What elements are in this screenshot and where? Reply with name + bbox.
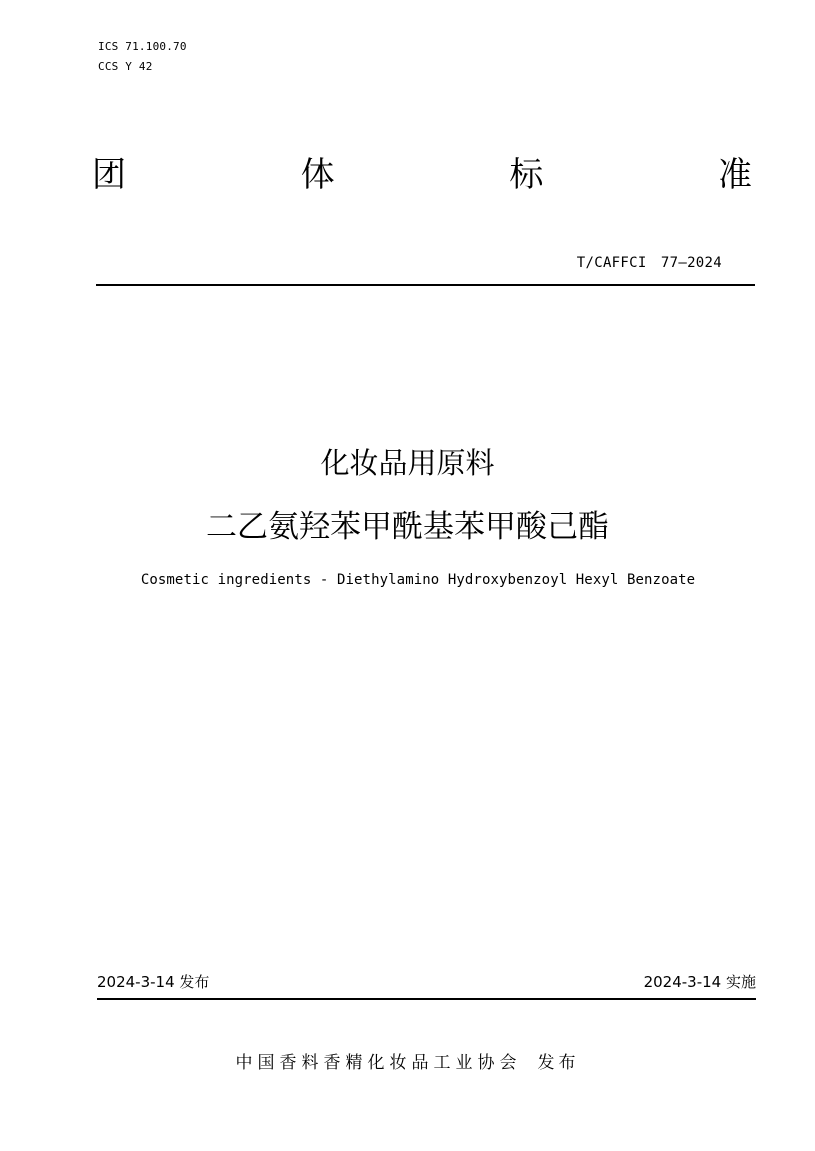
standard-type-char-4: 准 bbox=[717, 155, 752, 195]
implementation-date: 2024-3-14 实施 bbox=[643, 973, 756, 991]
standard-type-char-2: 体 bbox=[300, 155, 335, 195]
standard-type-char-3: 标 bbox=[509, 155, 544, 195]
top-divider bbox=[96, 284, 755, 286]
ics-code: ICS 71.100.70 bbox=[98, 40, 187, 53]
publisher-verb: 发布 bbox=[537, 1053, 580, 1073]
english-title: Cosmetic ingredients - Diethylamino Hydroxybenzoyl Hexyl Benzoate bbox=[140, 572, 696, 588]
classification-codes bbox=[98, 40, 187, 80]
title-line-1: 化妆品用原料 bbox=[320, 446, 495, 480]
standard-number: T/CAFFCI 77—2024 bbox=[576, 255, 722, 271]
publisher-line bbox=[0, 1050, 815, 1076]
publisher-name: 中国香料香精化妆品工业协会 bbox=[235, 1053, 522, 1073]
ccs-code: CCS Y 42 bbox=[98, 60, 153, 73]
standard-type-heading bbox=[92, 152, 752, 198]
title-line-2: 二乙氨羟苯甲酰基苯甲酸己酯 bbox=[206, 509, 609, 545]
issue-date: 2024-3-14 发布 bbox=[97, 973, 210, 991]
bottom-divider bbox=[97, 998, 756, 1000]
standard-type-char-1: 团 bbox=[92, 155, 126, 195]
